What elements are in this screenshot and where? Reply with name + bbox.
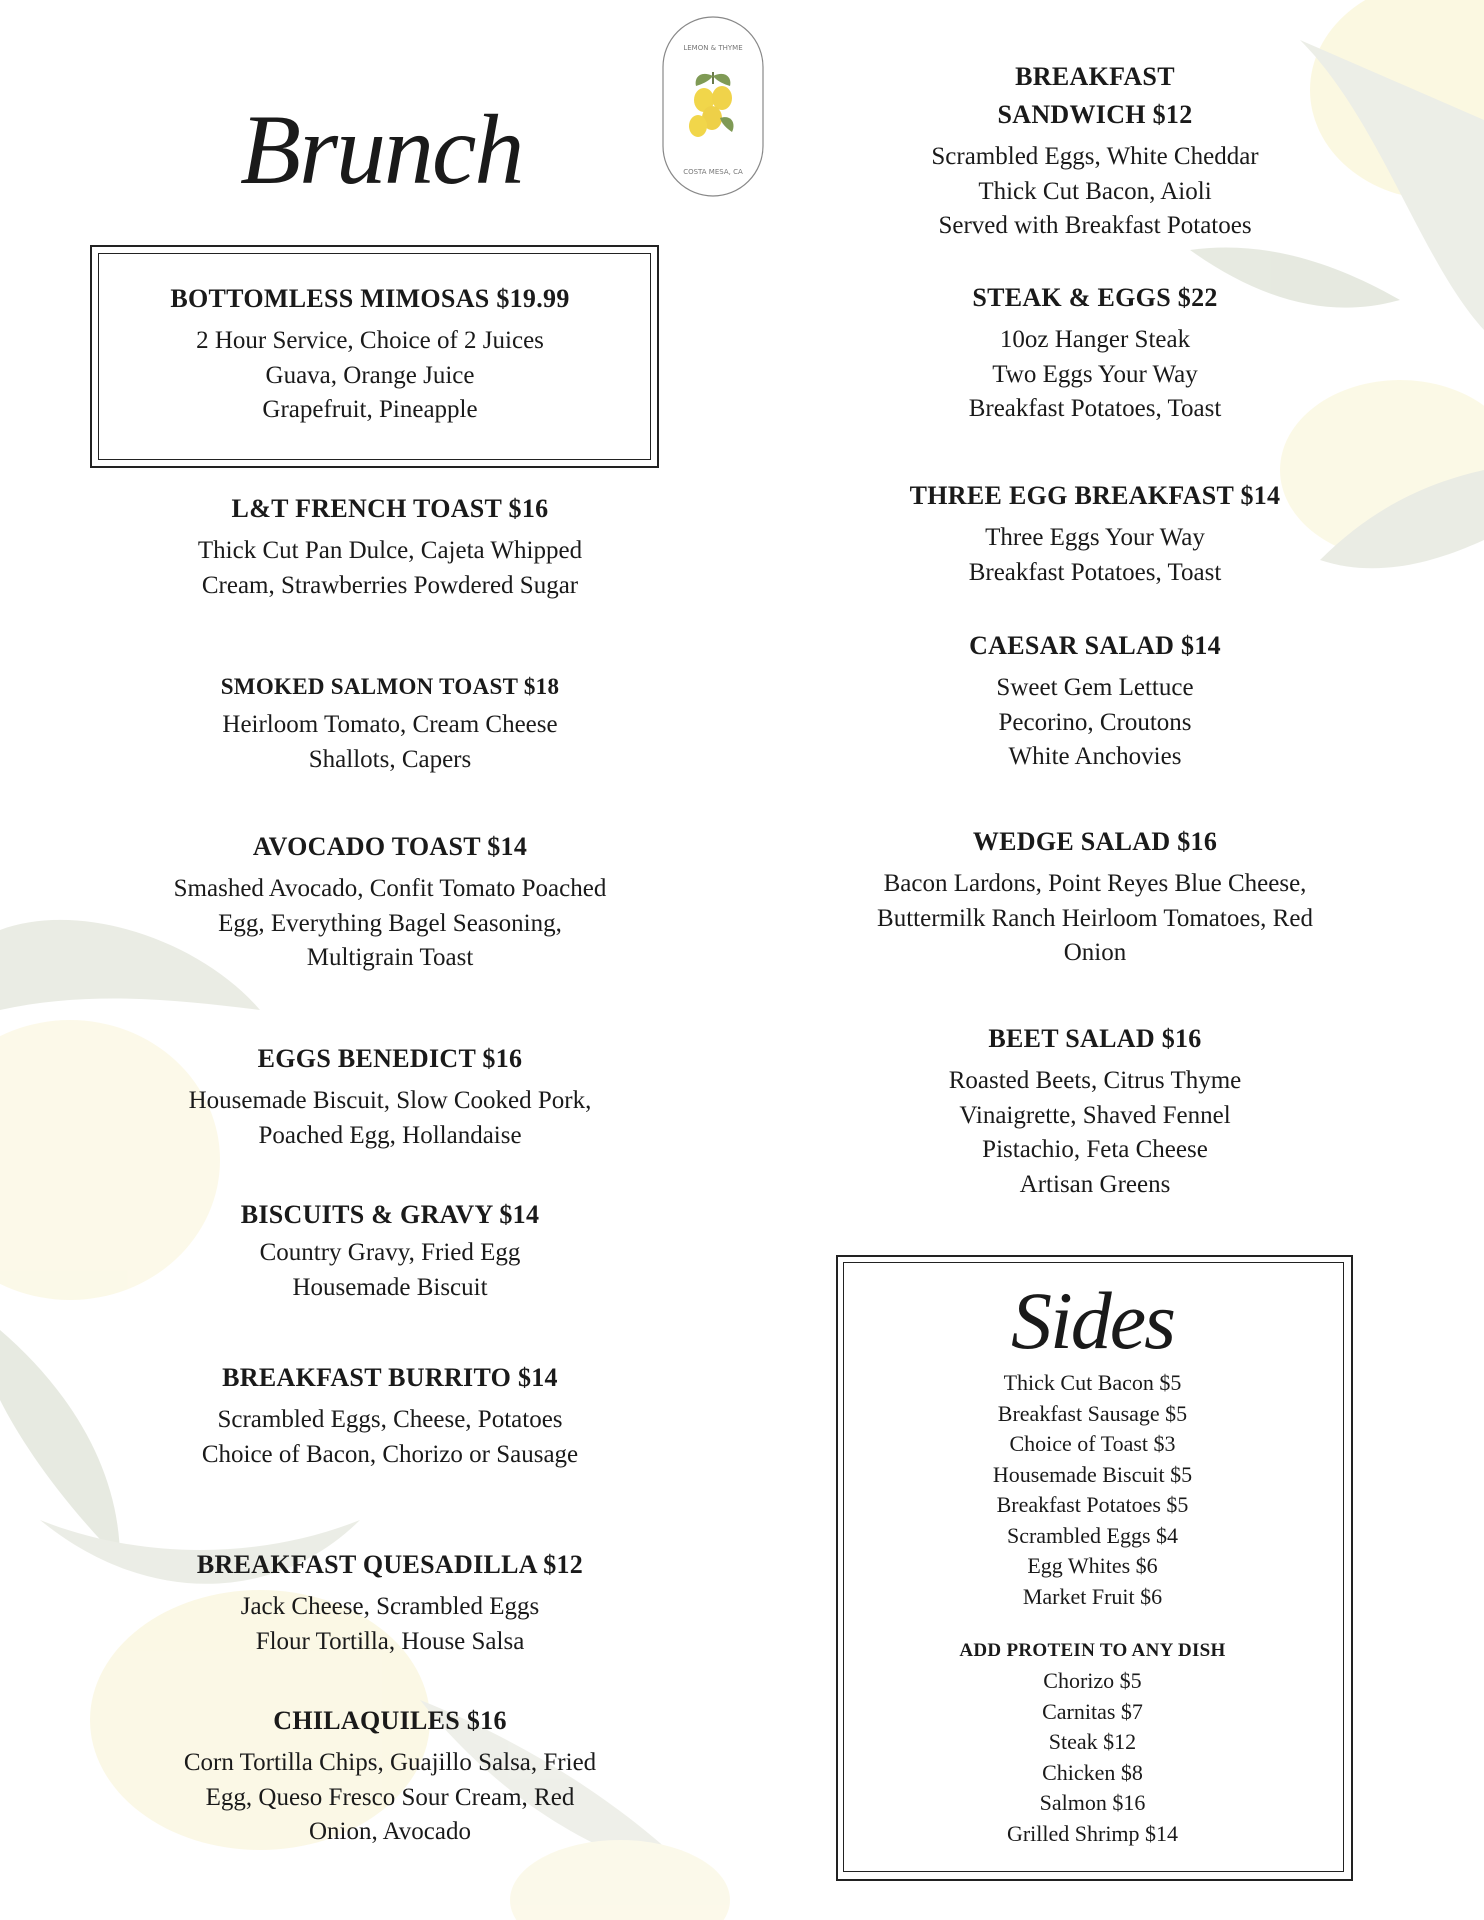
- menu-item: [90, 668, 690, 777]
- item-title: THREE EGG BREAKFAST $14: [909, 481, 1281, 510]
- protein-item: Chorizo $5: [1043, 1668, 1142, 1693]
- side-item: Breakfast Sausage $5: [997, 1400, 1188, 1426]
- item-desc: Roasted Beets, Citrus Thyme Vinaigrette, Shaved Fennel Pistachio, Feta Cheese Artisan Greens: [948, 1067, 1242, 1198]
- menu-item: [820, 1020, 1370, 1202]
- item-desc: Heirloom Tomato, Cream Cheese Shallots, Capers: [222, 711, 558, 773]
- item-title: BREAKFAST BURRITO $14: [222, 1363, 558, 1392]
- side-item: Choice of Toast $3: [1009, 1431, 1176, 1456]
- side-item: Breakfast Potatoes $5: [996, 1492, 1189, 1517]
- menu-item: [90, 1040, 690, 1153]
- brunch-title: Brunch: [240, 94, 523, 205]
- protein-item: Salmon $16: [1039, 1790, 1146, 1815]
- item-title: BOTTOMLESS MIMOSAS $19.99: [170, 284, 570, 313]
- item-title: BREAKFAST QUESADILLA $12: [196, 1550, 584, 1579]
- item-title: BREAKFAST SANDWICH $12: [997, 62, 1193, 129]
- item-title: BISCUITS & GRAVY $14: [240, 1200, 540, 1229]
- side-item: Egg Whites $6: [1027, 1553, 1158, 1578]
- side-item: Housemade Biscuit $5: [992, 1461, 1193, 1487]
- item-desc: Scrambled Eggs, Cheese, Potatoes Choice of Bacon, Chorizo or Sausage: [201, 1406, 579, 1468]
- item-title: SMOKED SALMON TOAST $18: [220, 674, 560, 699]
- item-desc: Housemade Biscuit, Slow Cooked Pork, Poached Egg, Hollandaise: [188, 1087, 592, 1149]
- sides-section: [843, 1262, 1342, 1870]
- protein-item: Carnitas $7: [1042, 1698, 1143, 1724]
- item-desc: Country Gravy, Fried Egg Housemade Biscuit: [259, 1239, 521, 1301]
- protein-item: Steak $12: [1048, 1729, 1137, 1754]
- menu-item: [90, 490, 690, 603]
- menu-item: [90, 280, 650, 428]
- svg-text:LEMON & THYME: LEMON & THYME: [683, 44, 743, 52]
- sides-list: [843, 1368, 1342, 1612]
- item-desc: Smashed Avocado, Confit Tomato Poached Egg, Everything Bagel Seasoning, Multigrain Toast: [173, 875, 607, 971]
- item-title: STEAK & EGGS $22: [972, 283, 1218, 312]
- item-title: WEDGE SALAD $16: [972, 827, 1218, 856]
- item-desc: Jack Cheese, Scrambled Eggs Flour Tortilla, House Salsa: [240, 1593, 540, 1655]
- menu-item: [820, 627, 1370, 775]
- menu-item: [90, 1196, 690, 1305]
- item-title: L&T FRENCH TOAST $16: [231, 494, 549, 523]
- side-item: Scrambled Eggs $4: [1006, 1522, 1179, 1548]
- item-desc: Scrambled Eggs, White Cheddar Thick Cut Bacon, Aioli Served with Breakfast Potatoes: [931, 143, 1259, 239]
- item-desc: Sweet Gem Lettuce Pecorino, Croutons White Anchovies: [996, 674, 1194, 770]
- svg-text:COSTA MESA, CA: COSTA MESA, CA: [683, 168, 743, 176]
- menu-item: [820, 477, 1370, 590]
- protein-heading: ADD PROTEIN TO ANY DISH: [959, 1640, 1226, 1661]
- menu-item: [90, 1702, 690, 1850]
- menu-item: [820, 58, 1370, 244]
- item-title: AVOCADO TOAST $14: [252, 832, 528, 861]
- menu-item: [90, 1546, 690, 1659]
- item-desc: Corn Tortilla Chips, Guajillo Salsa, Fried Egg, Queso Fresco Sour Cream, Red Onion, Avocado: [183, 1749, 597, 1845]
- item-desc: Thick Cut Pan Dulce, Cajeta Whipped Cream, Strawberries Powdered Sugar: [197, 537, 583, 599]
- protein-item: Chicken $8: [1042, 1759, 1143, 1785]
- item-desc: Bacon Lardons, Point Reyes Blue Cheese, Buttermilk Ranch Heirloom Tomatoes, Red Onion: [877, 870, 1313, 966]
- item-desc: 2 Hour Service, Choice of 2 Juices Guava, Orange Juice Grapefruit, Pineapple: [196, 327, 544, 423]
- menu-item: [820, 823, 1370, 971]
- item-title: CAESAR SALAD $14: [969, 631, 1221, 660]
- item-title: CHILAQUILES $16: [273, 1706, 507, 1735]
- item-desc: Three Eggs Your Way Breakfast Potatoes, Toast: [968, 524, 1222, 586]
- menu-item: [820, 279, 1370, 427]
- side-item: Market Fruit $6: [1022, 1583, 1163, 1609]
- protein-item: Grilled Shrimp $14: [1006, 1820, 1179, 1846]
- menu-item: [90, 1359, 690, 1472]
- left-column: [90, 0, 690, 1920]
- sides-title: Sides: [1010, 1275, 1175, 1366]
- menu-item: [90, 828, 690, 976]
- item-desc: 10oz Hanger Steak Two Eggs Your Way Breakfast Potatoes, Toast: [968, 326, 1222, 422]
- item-title: BEET SALAD $16: [988, 1024, 1202, 1053]
- item-title: EGGS BENEDICT $16: [257, 1044, 523, 1073]
- protein-list: [843, 1666, 1342, 1849]
- side-item: Thick Cut Bacon $5: [1003, 1370, 1182, 1395]
